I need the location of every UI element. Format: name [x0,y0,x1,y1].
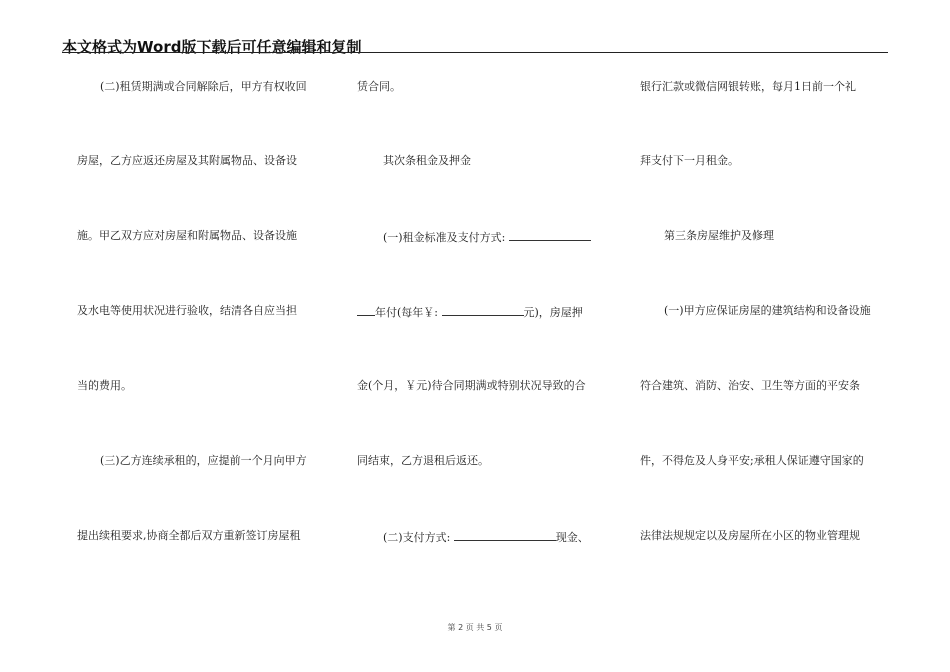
payment-method-cash: 现金、 [555,531,589,544]
rent-standard-label: (一)租金标准及支付方式: [383,231,506,244]
right-line-1: 银行汇款或微信网银转账，每月1日前一个礼 [640,80,856,93]
rent-standard-blank[interactable] [509,229,591,241]
annual-pay-label: 年付(每年￥: [375,306,438,319]
left-line-4: 及水电等使用状况进行验收，结清各自应当担 [77,304,297,317]
left-line-3: 施。甲乙双方应对房屋和附属物品、设备设施 [77,229,297,242]
right-line-6: 件，不得危及人身平安;承租人保证遵守国家的 [640,454,864,467]
middle-line-3 [383,229,591,245]
deposit-label: 元)，房屋押 [523,306,583,319]
left-line-6: (三)乙方连续承租的，应提前一个月向甲方 [100,454,307,467]
right-line-3: 第三条房屋维护及修理 [664,229,774,242]
middle-line-6: 同结束，乙方退租后返还。 [357,454,489,467]
middle-line-5: 金(个月，￥元)待合同期满或特别状况导致的合 [357,379,586,392]
year-count-blank[interactable] [357,304,375,316]
header-divider [62,52,888,53]
left-line-2: 房屋，乙方应返还房屋及其附属物品、设备设 [77,154,297,167]
page-header-title: 本文格式为Word版下载后可任意编辑和复制 [62,38,362,56]
right-line-5: 符合建筑、消防、治安、卫生等方面的平安条 [640,379,860,392]
right-line-4: (一)甲方应保证房屋的建筑结构和设备设施 [664,304,871,317]
middle-line-2: 其次条租金及押金 [383,154,471,167]
left-line-1: (二)租赁期满或合同解除后，甲方有权收回 [100,80,307,93]
payment-method-blank[interactable] [454,529,556,541]
page-number-footer: 第 2 页 共 5 页 [447,623,503,632]
middle-line-4 [357,304,583,320]
annual-amount-blank[interactable] [442,304,524,316]
payment-method-label: (二)支付方式: [383,531,451,544]
left-line-7: 提出续租要求,协商全都后双方重新签订房屋租 [77,529,301,542]
middle-line-1: 赁合同。 [357,80,401,93]
right-line-7: 法律法规规定以及房屋所在小区的物业管理规 [640,529,860,542]
left-line-5: 当的费用。 [77,379,132,392]
right-line-2: 拜支付下一月租金。 [640,154,739,167]
middle-line-7 [383,529,589,545]
